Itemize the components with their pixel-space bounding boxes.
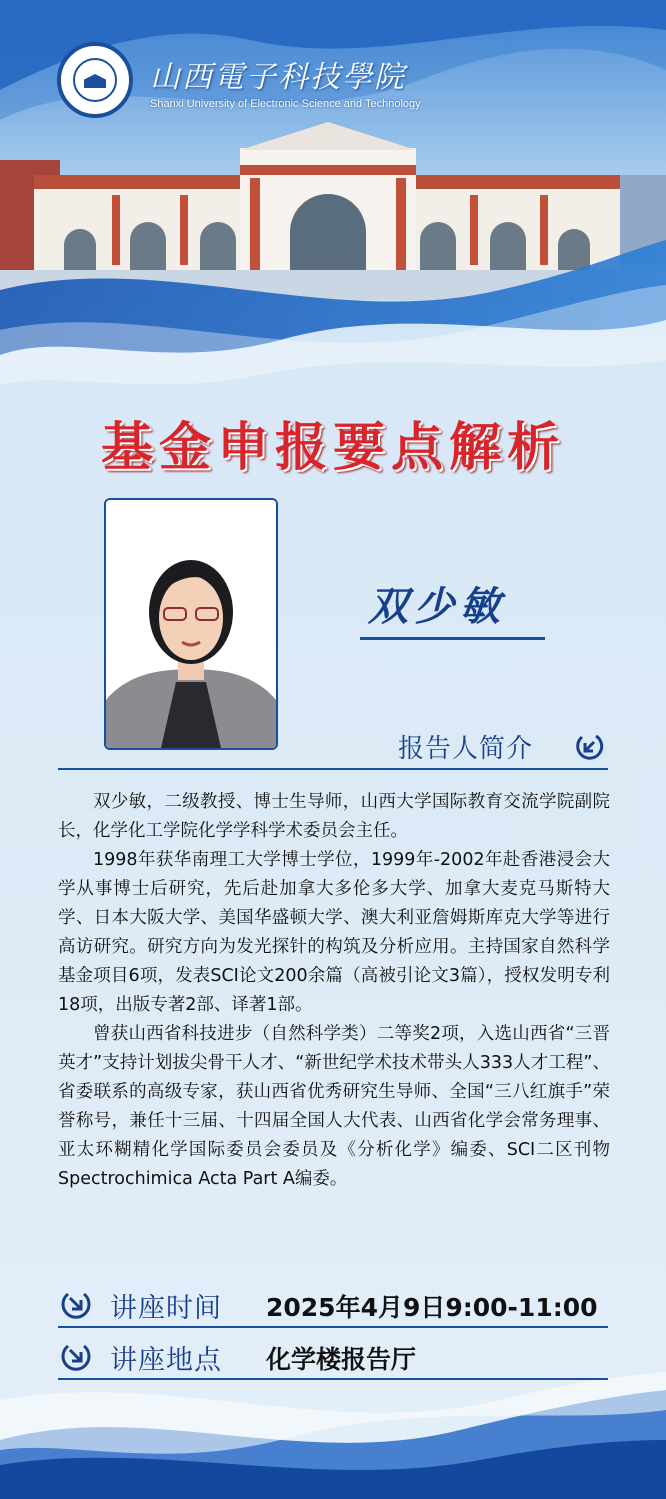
poster-title: 基金申报要点解析 <box>100 418 565 478</box>
university-logo <box>57 42 133 118</box>
divider <box>58 768 608 770</box>
lecture-time-label: 讲座时间 <box>110 1293 222 1324</box>
arrow-circle-icon <box>60 1340 92 1372</box>
intro-heading: 报告人简介 <box>398 734 534 764</box>
lecture-place-label: 讲座地点 <box>110 1345 222 1376</box>
bio-paragraph: 曾获山西省科技进步（自然科学类）二等奖2项，入选山西省“三晋英才”支持计划拔尖骨干人才、“新世纪学术技术带头人333人才工程”、省委联系的高级专家，获山西省优秀研究生导师、全国“三八红旗手”荣誉称号，兼任十三届、十四届全国人大代表、山西省化学会常务理事、亚太环糊精化学国际委员会委员及《分析化学》编委、SCI二区刊物Spectrochimica Acta Part A编委。 <box>58 1024 610 1189</box>
arrow-circle-icon <box>574 731 604 761</box>
logo-emblem-icon <box>73 58 117 102</box>
university-name-cn: 山西電子科技學院 <box>150 60 406 95</box>
speaker-photo <box>104 498 278 750</box>
speaker-portrait-image <box>106 500 276 748</box>
divider <box>58 1326 608 1328</box>
speaker-bio <box>58 788 610 1194</box>
bio-paragraph: 双少敏，二级教授、博士生导师，山西大学国际教育交流学院副院长，化学化工学院化学学科学术委员会主任。 <box>58 792 610 841</box>
arrow-circle-icon <box>60 1288 92 1320</box>
university-name-en: Shanxi University of Electronic Science and Technology <box>150 98 421 110</box>
lecture-place-value: 化学楼报告厅 <box>266 1345 417 1374</box>
lecture-time-value: 2025年4月9日9:00-11:00 <box>266 1293 598 1322</box>
divider <box>360 637 545 640</box>
bio-paragraph: 1998年获华南理工大学博士学位，1999年-2002年赴香港浸会大学从事博士后研究，先后赴加拿大多伦多大学、加拿大麦克马斯特大学、日本大阪大学、美国华盛顿大学、澳大利亚詹姆斯库克大学等进行高访研究。研究方向为发光探针的构筑及分析应用。主持国家自然科学基金项目6项，发表SCI论文200余篇（高被引论文3篇），授权发明专利18项，出版专著2部、译著1部。 <box>58 850 610 1015</box>
divider <box>58 1378 608 1380</box>
speaker-name: 双少敏 <box>368 583 506 630</box>
